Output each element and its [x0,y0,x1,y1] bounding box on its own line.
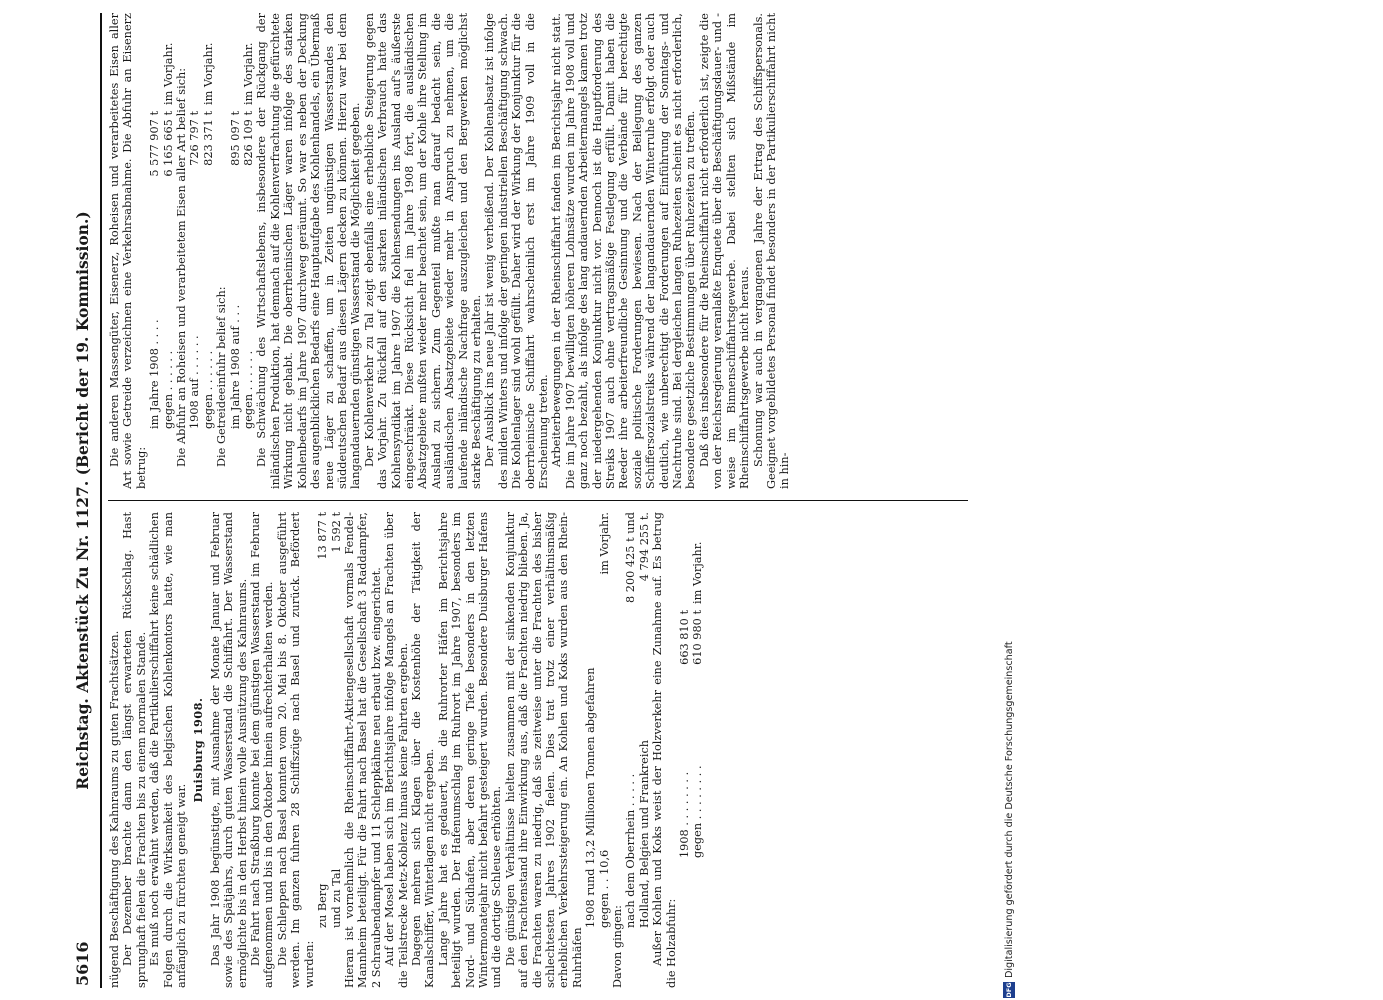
digitization-footer [1000,8,1018,998]
document-page [70,13,1300,988]
paragraph: Die Schleppen nach Basel konnten vom 20. Mai bis 8. Oktober ausgeführt werden. Im ganzen fuhren 28 Schiffszüge nach Basel und zurück. Befördert wurden: [275,512,316,988]
page-title: Reichstag. Aktenstück Zu Nr. 1127. (Bericht der 19. Kommission.) [73,211,92,790]
figure-row: nach dem Oberrhein . . . . . 8 200 425 t und [624,512,638,928]
figure-row: im Jahre 1908 auf . . . 895 097 t [228,111,242,429]
text-columns [108,13,1300,988]
column-divider [108,500,968,501]
paragraph: Die Schwächung des Wirtschaftslebens, insbesondere der Rückgang der inländischen Produktion, hat demnach auf die Kohlenverfrachtung die gefürchtete Wirkung nicht gehabt. Die oberrheinischen Läger waren infolge des starken Kohlenbedarfs im Jahre 1907 durchweg geräumt. So war es neben der Deckung des augenblicklichen Bedarfs eine Hauptaufgabe des Kohlenhandels, ein Übermaß neue Läger zu schaffen, um in Zeiten ungünstigen Wasserstandes den süddeutschen Bedarf aus diesen Lägern decken zu können. Hierzu war bei dem langandauernden günstigen Wasserstand die Möglichkeit gegeben. [255,13,363,489]
paragraph: Es muß noch erwähnt werden, daß die Partikulierschiffahrt keine schädlichen Folgen durch die Wirksamkeit des belgischen Kohlenkontors hatte, wie man anfänglich zu fürchten geneigt war. [148,512,189,988]
figure-row: zu Berg 13 877 t [316,512,330,928]
paragraph: Die anderen Massengüter, Eisenerz, Roheisen und verarbeitetes Eisen aller Art sowie Getreide verzeichnen eine Verkehrsabnahme. Die Abfuhr an Eisenerz betrug: [108,13,148,489]
figure-row: 1908 rund 13,2 Millionen Tonnen abgefahren [584,667,598,928]
paragraph: nügend Beschäftigung des Kahnraums zu guten Frachtsätzen. [108,630,121,988]
paragraph: Arbeiterbewegungen in der Rheinschiffahrt fanden im Berichtsjahr nicht statt. Die im Jahre 1907 bewilligten höheren Lohnsätze wurden im Jahre 1908 voll und ganz noch bezahlt, als infolge des lang andauernden Arbeitermangels kamen trotz der niedergehenden Konjunktur nicht vor. Dennoch ist die Hauptforderung des Streiks 1907 auch ohne vertragsmäßige Festlegung erfüllt. Damit haben die Reeder ihre arbeiterfreundliche Gesinnung und die Verbände für berechtigte soziale politische Forderungen bewiesen. Nach der Beilegung des ganzen Schiffersozialstreiks während der langandauernden Winterruhe erfolgt oder auch deutlich, wie unberechtigt die Forderungen auf Einführung der Sonntags- und Nachtruhe sind. Bei dergleichen langen Ruhezeiten scheint es nicht erforderlich, besondere gesetzliche Bestimmungen über Ruhezeiten zu treffen. [550,13,698,489]
figure-row: gegen . . . . . . 6 165 665 t im Vorjahr. [161,42,175,429]
figure-row: Holland, Belgien und Frankreich 4 794 255 t. [637,512,651,928]
paragraph: Der Dezember brachte dann den längst erwarteten Rückschlag. Hast sprunghaft fielen die Frachten bis zu einem normalen Stande. [121,512,148,988]
page-number: 5616 [73,941,92,986]
figure-row: gegen . . . . . . 826 109 t im Vorjahr. [242,42,256,429]
paragraph: Schonung war auch in vergangenen Jahre der Ertrag des Schiffspersonals. Geeignet vorgebildetes Personal findet besonders in der Partikulierschiffahrt nicht in hin- [751,13,792,489]
paragraph: Die Getreideeinfuhr belief sich: [215,286,229,467]
figure-row: gegen . . . . . . . . 610 980 t im Vorjahr. [691,541,705,858]
paragraph: Der Kohlenverkehr zu Tal zeigt ebenfalls eine erhebliche Steigerung gegen das Vorjahr. Zu Rückfall auf den starken inländischen Verbrauch hatte das Kohlensyndikat im Jahre 1907 die Kohlensendungen ins Ausland auf's äußerste eingeschränkt. Diese Rücksicht fiel im Jahre 1908 fort, die ausländischen Absatzgebiete mußten wieder mehr beachtet sein, um der Kohle ihre Stellung im Ausland zu sichern. Zum Gegenteil mußte man darauf bedacht sein, die ausländischen Absatzgebiete wieder mehr in Anspruch zu nehmen, um die laufende inländische Nachfrage auszugleichen und den Bergwerken möglichst starke Beschäftigung zu erhalten. [362,13,483,489]
paragraph: Auf der Mosel haben sich im Berichtsjahre infolge Mangels an Frachten über die Teilstrecke Metz-Koblenz hinaus keine Fahrten ergeben. [383,512,410,988]
paragraph: Daß dies insbesondere für die Rheinschiffahrt nicht erforderlich ist, zeigte die von der Reichsregierung veranlaßte Enquete über die Beschäftigungsdauer- und -weise im Binnenschiffahrtsgewerbe. Dabei stellten sich Mißstände im Rheinschiffahrtsgewerbe nicht heraus. [697,13,752,489]
section-heading: Duisburg 1908. [191,697,206,803]
paragraph: Lange Jahre hat es gedauert, bis die Ruhrorter Häfen im Berichtsjahre beteiligt wurden. Der Hafenumschlag im Ruhrort im Jahre 1907, besonders im Nord- und Südhafen, aber deren geringe Tiefe besonders in den letzten Wintermonatejahr nicht befahrt gesteigert wurden. Besondere Duisburger Hafens und die dortige Schleuse erhöhten. [436,512,504,988]
figure-row: gegen . . 10,6 im Vorjahr. [597,512,611,928]
paragraph: Die günstigen Verhältnisse hielten zusammen mit der sinkenden Konjunktur auf den Frachtenstand ihre Einwirkung aus, daß die Frachten niedrig blieben. Ja, die Frachten waren zu niedrig, daß sie zeitweise unter die Frachten des bisher schlechtesten Jahres 1902 fielen. Dies trat trotz einer verhältnismäßig erheblichen Verkehrssteigerung ein. An Kohlen und Koks wurden aus den Rhein-Ruhrhäfen [503,512,584,988]
paragraph: Der Ausblick ins neue Jahr ist wenig verheißend. Der Kohlenabsatz ist infolge des milden Winters und infolge der geringen industriellen Beschäftigung schwach. Die Kohlenlager sind wohl gefüllt. Daher wird der Wirkung der Konjunktur für die oberrheinische Schiffahrt wahrscheinlich erst im Jahre 1909 voll in die Erscheinung treten. [483,13,550,489]
paragraph: Außer Kohlen und Koks weist der Holzverkehr eine Zunahme auf. Es betrug die Holzabfuhr: [651,512,678,988]
paragraph: Die Abfuhr an Roheisen und verarbeitetem Eisen aller Art belief sich: [175,67,189,467]
right-column [108,13,1300,489]
figure-row: 1908 auf . . . . . . 726 797 t [188,111,202,429]
figure-row: und zu Tal 1 592 t [329,512,343,928]
dfg-logo: DFG [1005,982,1013,998]
footer-text: Digitalisierung gefördert durch die Deutsche Forschungsgemeinschaft [1003,641,1015,978]
page-header [70,13,102,988]
figure-row: im Jahre 1908 . . . . 5 577 907 t [148,111,162,429]
paragraph: Hieran ist vornehmlich die Rheinschiffahrt-Aktiengesellschaft vormals Fendel-Mannheim beteiligt. Für die Fahrt nach Basel hat die Gesellschaft 3 Raddampfer, 2 Schraubendampfer und 11 Schleppkähne neu erbaut bzw. eingerichtet. [342,512,383,988]
paragraph: Dagegen mehren sich Klagen über die Kostenhöhe der Tätigkeit der Kanalschiffer, Winterlagen nicht ergeben. [409,512,437,988]
paragraph: Das Jahr 1908 begünstigte, mit Ausnahme der Monate Januar und Februar sowie des Spätjahrs, durch guten Wasserstand die Schiffahrt. Der Wasserstand ermöglichte bis in den Herbst hinein volle Ausnützung des Kahnraums. [208,512,249,988]
paragraph: Davon gingen: [611,905,625,988]
figure-row: 1908 . . . . . . . . 663 810 t [678,610,692,858]
left-column [108,512,1300,988]
paragraph: Die Fahrt nach Straßburg konnte bei dem günstigen Wasserstand im Februar aufgenommen und bis in den Oktober hinein aufrechterhalten werden. [249,512,276,988]
figure-row: gegen . . . . . . 823 371 t im Vorjahr. [201,42,215,429]
